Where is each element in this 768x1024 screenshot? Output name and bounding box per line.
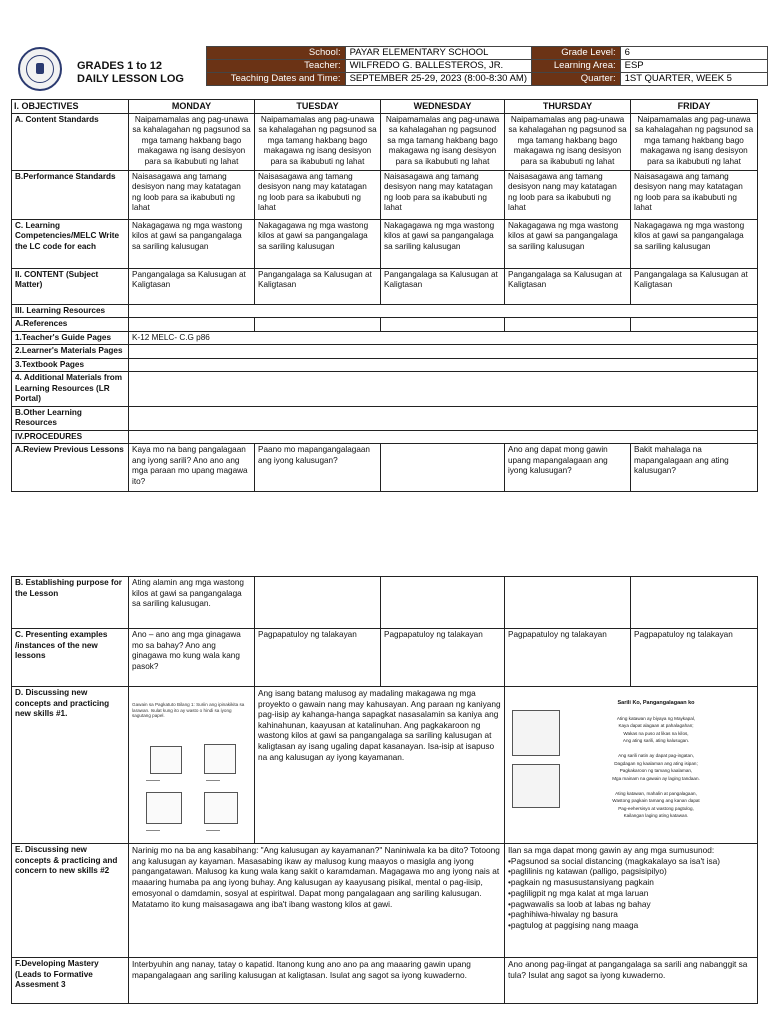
poem-line: Ating katawan ay biyaya ng Maykapal, [616, 715, 696, 721]
cell-wednesday: Naisasagawa ang tamang desisyon nang may katatagan ng loob para sa ikabubuti ng lahat [381, 170, 505, 219]
cell-monday: Pangangalaga sa Kalusugan at Kaligtasan [129, 268, 255, 304]
cell-friday: Naipamamalas ang pag-unawa sa kahalagahan ng pagsunod sa mga tamang hakbang bago makagawa ng isang desisyon para sa ikabubuti ng lahat [631, 113, 758, 170]
dates-label: Teaching Dates and Time: [207, 73, 346, 86]
references-label: A.References [12, 318, 129, 332]
cell-friday: Pangangalaga sa Kalusugan at Kaligtasan [631, 268, 758, 304]
deped-seal-logo [18, 47, 62, 91]
poem-line: Wastong pagkain tamang ang kanan dapat [612, 798, 700, 803]
col-tuesday: TUESDAY [255, 100, 381, 114]
poem-line: Kailangan laging ating katawan. [623, 813, 689, 818]
child-studying-illustration [512, 710, 560, 756]
worksheet-illustration-cell [129, 687, 255, 844]
grade-level-label: Grade Level: [532, 47, 621, 60]
child-running-illustration [512, 764, 560, 808]
row-label: A. Content Standards [12, 113, 129, 170]
cell-wednesday: Nakagagawa ng mga wastong kilos at gawi sa pangangalaga sa sariling kalusugan [381, 219, 505, 268]
cell-thursday: Pagpapatuloy ng talakayan [505, 629, 631, 687]
cell-tuesday: Naipamamalas ang pag-unawa sa kahalagahan ng pagsunod sa mga tamang hakbang bago makagawa ng isang desisyon para sa ikabubuti ng lahat [255, 113, 381, 170]
teachers-guide-value: K-12 MELC- C.G p86 [129, 331, 758, 345]
other-resources-cell [129, 406, 758, 430]
row-discussing-1 [12, 687, 758, 844]
dates-value: SEPTEMBER 25-29, 2023 (8:00-8:30 AM) [345, 73, 531, 86]
mastery-right-cell: Ano anong pag-iingat at pangangalaga sa sarili ang nabanggit sa tula? Isulat ang sagot sa iyong kuwaderno. [505, 958, 758, 1004]
col-friday: FRIDAY [631, 100, 758, 114]
child-playing-illustration [204, 744, 236, 774]
col-objectives: I. OBJECTIVES [12, 100, 129, 114]
cell-wednesday [381, 444, 505, 492]
poem-line [566, 782, 746, 790]
cell-tuesday: Nakagagawa ng mga wastong kilos at gawi sa pangangalaga sa sariling kalusugan [255, 219, 381, 268]
cell-friday: Nakagagawa ng mga wastong kilos at gawi sa pangangalaga sa sariling kalusugan [631, 219, 758, 268]
row-label: F.Developing Mastery (Leads to Formative Assesment 3 [12, 958, 129, 1004]
cell-wednesday [381, 577, 505, 629]
poem-title: Sarili Ko, Pangangalagaan ko [617, 700, 695, 706]
cell-monday: Naisasagawa ang tamang desisyon nang may katatagan ng loob para sa ikabubuti ng lahat [129, 170, 255, 219]
row-mastery [12, 958, 758, 1004]
row-content-standards [12, 113, 758, 170]
poem-line: Pag-eehersisyo at wastong pagtulog, [618, 805, 694, 811]
empty-cell [129, 318, 255, 332]
discussion-text-cell: Ang isang batang malusog ay madaling makagawa ng mga proyekto o gawain nang may kahusayan. Ang paraan ng kaniyang pag-iisip ay kahanga-hanga sapagkat nasasalamin sa kaniya ang kahinahunan, kaayusan at katalinuhan. Ang pagkakaroon ng wastong kilos at gawi sa pangangalaga sa sariling kalusugan at kaligtasan ay isang ugaling dapat kasanayan. Isa-isip at isapuso na ang kalusugan ay iyong kayamanan. [255, 687, 505, 844]
row-label: C. Learning Competencies/MELC Write the LC code for each [12, 219, 129, 268]
poem-line: Mga mainam na gawain ay laging tandaan. [612, 775, 700, 781]
cell-monday: Kaya mo na bang pangalagaan ang iyong sarili? Ano ano ang mga paraan mo upang magawa ito? [129, 444, 255, 492]
empty-cell [255, 318, 381, 332]
cell-wednesday: Pangangalaga sa Kalusugan at Kaligtasan [381, 268, 505, 304]
school-label: School: [207, 47, 346, 60]
cell-tuesday [255, 577, 381, 629]
school-value: PAYAR ELEMENTARY SCHOOL [345, 47, 531, 60]
poem-line: Ang sarili natin ay dapat pag-ingatan, [618, 753, 694, 758]
cell-friday: Pagpapatuloy ng talakayan [631, 629, 758, 687]
poem-line: Kaya dapat alagaan at pahalagahan; [618, 723, 694, 728]
cell-friday: Bakit mahalaga na mapangalagaan ang ating kalusugan? [631, 444, 758, 492]
cell-wednesday: Naipamamalas ang pag-unawa sa kahalagahan ng pagsunod sa mga tamang hakbang bago makagawa ng isang desisyon para sa ikabubuti ng lahat [381, 113, 505, 170]
cell-monday: Naipamamalas ang pag-unawa sa kahalagahan ng pagsunod sa mga tamang hakbang bago makagawa ng isang desisyon para sa ikabubuti ng lahat [129, 113, 255, 170]
poem-line: Wakas na puso at likas na kilos, [623, 730, 689, 736]
teacher-value: WILFREDO G. BALLESTEROS, JR. [345, 60, 531, 73]
textbook-pages-cell [129, 358, 758, 372]
cell-friday: Naisasagawa ang tamang desisyon nang may katatagan ng loob para sa ikabubuti ng lahat [631, 170, 758, 219]
teacher-label: Teacher: [207, 60, 346, 73]
healthy-habits-list [508, 856, 754, 931]
cell-monday: Ating alamin ang mga wastong kilos at gawi sa pangangalaga sa sariling kalusugan. [129, 577, 255, 629]
lesson-log-table-page1 [11, 99, 758, 492]
school-info-table [206, 46, 768, 86]
cell-thursday: Ano ang dapat mong gawin upang mapangalagaan ang iyong kalusugan? [505, 444, 631, 492]
list-item: • paglilinis ng katawan (palligo, pagsisipilyo) [508, 866, 754, 877]
worksheet-caption: Gawain sa Pagkatuto Bilang 1: Suriin ang ipinakikita sa larawan. Isulat kung ito ay wasto o hindi sa iyong sagutang papel. [132, 702, 245, 718]
learning-resources-label: III. Learning Resources [12, 304, 129, 318]
row-label: C. Presenting examples /instances of the new lessons [12, 629, 129, 687]
row-label: E. Discussing new concepts & practicing and concern to new skills #2 [12, 844, 129, 958]
list-item: • paghihiwa-hiwalay ng basura [508, 909, 754, 920]
additional-materials-label: 4. Additional Materials from Learning Resources (LR Portal) [12, 372, 129, 407]
cell-tuesday: Naisasagawa ang tamang desisyon nang may katatagan ng loob para sa ikabubuti ng lahat [255, 170, 381, 219]
learners-materials-label: 2.Learner's Materials Pages [12, 345, 129, 359]
lesson-log-table-page2 [11, 576, 758, 1004]
discussing2-right-cell [505, 844, 758, 958]
learning-area-value: ESP [620, 60, 767, 73]
list-item: • Pagsunod sa social distancing (magkakalayo sa isa't isa) [508, 856, 754, 867]
cell-friday [631, 577, 758, 629]
row-label: D. Discussing new concepts and practicing new skills #1. [12, 687, 129, 844]
procedures-label: IV.PROCEDURES [12, 430, 129, 444]
row-presenting [12, 629, 758, 687]
mastery-left-cell: Interbyuhin ang nanay, tatay o kapatid. Itanong kung ano ano pa ang maaaring gawin upang mapangalagaan ang sariling kalusugan at kaligtasan. Isulat ang sagot sa iyong kuwaderno. [129, 958, 505, 1004]
child-sleeping-illustration [146, 792, 182, 824]
row-discussing-2 [12, 844, 758, 958]
cell-wednesday: Pagpapatuloy ng talakayan [381, 629, 505, 687]
cell-thursday: Nakagagawa ng mga wastong kilos at gawi sa pangangalaga sa sariling kalusugan [505, 219, 631, 268]
poem-line [566, 745, 746, 753]
quarter-label: Quarter: [532, 73, 621, 86]
learning-area-label: Learning Area: [532, 60, 621, 73]
textbook-pages-label: 3.Textbook Pages [12, 358, 129, 372]
row-review [12, 444, 758, 492]
poem-cell [505, 687, 758, 844]
cell-monday: Ano – ano ang mga ginagawa mo sa bahay? Ano ang ginagawa mo kung wala kang pasok? [129, 629, 255, 687]
row-label: II. CONTENT (Subject Matter) [12, 268, 129, 304]
cell-monday: Nakagagawa ng mga wastong kilos at gawi sa pangangalaga sa sariling kalusugan [129, 219, 255, 268]
discussing2-intro: Ilan sa mga dapat mong gawin ay ang mga sumusunod: [508, 845, 715, 855]
poem-line: Dagdagan ng kaalaman ang ating isipan; [614, 760, 698, 766]
row-label: B.Performance Standards [12, 170, 129, 219]
empty-cell [631, 318, 758, 332]
cell-thursday: Naisasagawa ang tamang desisyon nang may katatagan ng loob para sa ikabubuti ng lahat [505, 170, 631, 219]
list-item: • pagtulog at paggising nang maaga [508, 920, 754, 931]
cell-thursday: Naipamamalas ang pag-unawa sa kahalagahan ng pagsunod sa mga tamang hakbang bago makagawa ng isang desisyon para sa ikabubuti ng lahat [505, 113, 631, 170]
child-brushing-illustration [204, 792, 238, 824]
title-dll: DAILY LESSON LOG [77, 73, 184, 85]
list-item: • pagliligpit ng mga kalat at mga laruan [508, 888, 754, 899]
row-performance-standards [12, 170, 758, 219]
row-label: A.Review Previous Lessons [12, 444, 129, 492]
cell-tuesday: Pangangalaga sa Kalusugan at Kaligtasan [255, 268, 381, 304]
cell-tuesday: Pagpapatuloy ng talakayan [255, 629, 381, 687]
child-eating-illustration [150, 746, 182, 774]
row-learning-competencies [12, 219, 758, 268]
poem-line: Ating katawan, mahalin at pangalagaan, [615, 790, 697, 796]
teachers-guide-label: 1.Teacher's Guide Pages [12, 331, 129, 345]
row-label: B. Establishing purpose for the Lesson [12, 577, 129, 629]
list-item: • pagkain ng masusustansiyang pagkain [508, 877, 754, 888]
poem-line: Pagkakaroon ng tamang kaalaman, [619, 768, 693, 773]
empty-cell [505, 318, 631, 332]
title-grades: GRADES 1 to 12 [77, 60, 162, 72]
poem-lines [566, 715, 746, 820]
learners-materials-cell [129, 345, 758, 359]
cell-thursday [505, 577, 631, 629]
col-thursday: THURSDAY [505, 100, 631, 114]
discussing2-left-cell: Narinig mo na ba ang kasabihang: "Ang kalusugan ay kayamanan?" Naniniwala ka ba dito? Totoong ang kalusugan ay kayaman. Masasabing ikaw ay malusog kung maayos o masigla ang iyong pangangatawan. Malusog ka kung wala kang sakit o karamdaman. Magagawa mo ang iyong nais at maaaring humaba pa ang iyong buhay. Ang kalusugan ay kaayusang pisikal, mental o pag-iisip, emosyonal o damdamin, sosyal at espiritwal. Dapat mong pangalagaan ang sariling kalusugan. Matatamo ito kung maisasagawa ang iba't ibang wastong kilos at gawi. [129, 844, 505, 958]
empty-cell [381, 318, 505, 332]
col-monday: MONDAY [129, 100, 255, 114]
procedures-cell [129, 430, 758, 444]
row-purpose [12, 577, 758, 629]
poem-line: Ang ating sarili, ating kalusugan. [622, 738, 690, 743]
list-item: • pagwawalis sa loob at labas ng bahay [508, 899, 754, 910]
cell-thursday: Pangangalaga sa Kalusugan at Kaligtasan [505, 268, 631, 304]
learning-resources-cell [129, 304, 758, 318]
cell-tuesday: Paano mo mapangangalagaan ang iyong kalusugan? [255, 444, 381, 492]
additional-materials-cell [129, 372, 758, 407]
quarter-value: 1ST QUARTER, WEEK 5 [620, 73, 767, 86]
grade-level-value: 6 [620, 47, 767, 60]
col-wednesday: WEDNESDAY [381, 100, 505, 114]
other-resources-label: B.Other Learning Resources [12, 406, 129, 430]
row-content [12, 268, 758, 304]
